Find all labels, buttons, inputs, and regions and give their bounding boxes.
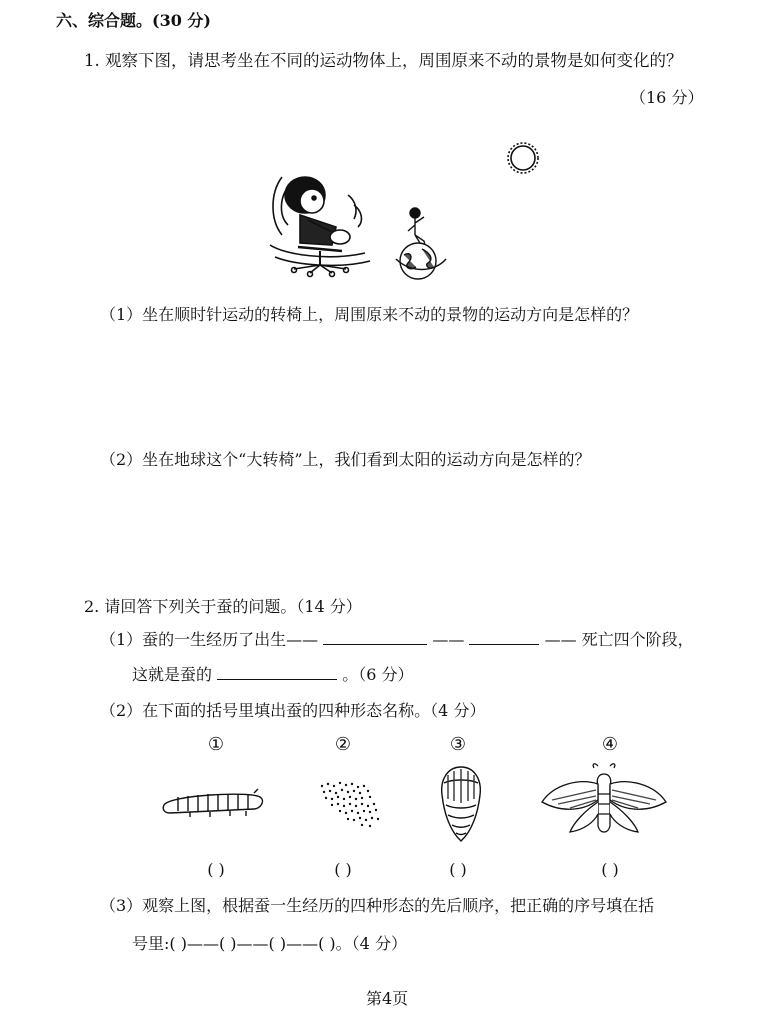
q2-sub1-text-c: 这就是蚕的 — [132, 665, 213, 684]
sun-icon — [503, 138, 543, 178]
silkworm-eggs-illustration — [318, 780, 386, 830]
q2-sub1-text-d: 。（6 分） — [342, 665, 414, 684]
q2-sub1-line1 — [100, 630, 694, 650]
q1-prompt: 1. 观察下图，请思考坐在不同的运动物体上，周围原来不动的景物是如何变化的？ — [84, 51, 683, 70]
stage-answer-paren-4[interactable]: ( ) — [601, 860, 619, 879]
q1-sub1: （1）坐在顺时针运动的转椅上，周围原来不动的景物的运动方向是怎样的？ — [100, 305, 639, 324]
stage-number-3: ③ — [449, 734, 467, 755]
answer-blank-3[interactable] — [217, 665, 337, 680]
stage-answer-paren-2[interactable]: ( ) — [334, 860, 352, 879]
q1-sub2: （2）坐在地球这个“大转椅”上，我们看到太阳的运动方向是怎样的？ — [100, 450, 591, 469]
q2-sub1-text-b: —— 死亡四个阶段， — [544, 630, 694, 649]
stage-number-4: ④ — [601, 734, 619, 755]
stage-number-2: ② — [334, 734, 352, 755]
answer-blank-2[interactable] — [469, 630, 539, 645]
section-title: 六、综合题。(30 分) — [56, 11, 211, 30]
q2-sub1-text-a: （1）蚕的一生经历了出生—— — [100, 630, 319, 649]
answer-blank-1[interactable] — [323, 630, 427, 645]
silkworm-moth-illustration — [540, 760, 668, 838]
stage-answer-paren-3[interactable]: ( ) — [449, 860, 467, 879]
q2-sub1-dash: —— — [432, 630, 465, 649]
silkworm-pupa-illustration — [438, 765, 484, 845]
stage-number-1: ① — [207, 734, 225, 755]
page-number: 第4页 — [366, 989, 409, 1008]
stage-answer-paren-1[interactable]: ( ) — [207, 860, 225, 879]
q1-points: （16 分） — [630, 88, 704, 107]
q2-sub3-line1: （3）观察上图，根据蚕一生经历的四种形态的先后顺序，把正确的序号填在括 — [100, 896, 655, 915]
q2-sub3-line2: 号里:( )——( )——( )——( )。（4 分） — [132, 934, 407, 953]
q2-sub2: （2）在下面的括号里填出蚕的四种形态名称。（4 分） — [100, 701, 486, 720]
q2-prompt: 2. 请回答下列关于蚕的问题。（14 分） — [84, 597, 362, 616]
swivel-chair-illustration — [270, 165, 380, 280]
q2-sub1-line2 — [132, 665, 413, 685]
silkworm-larva-illustration — [160, 785, 266, 819]
child-on-earth-illustration — [390, 205, 450, 280]
